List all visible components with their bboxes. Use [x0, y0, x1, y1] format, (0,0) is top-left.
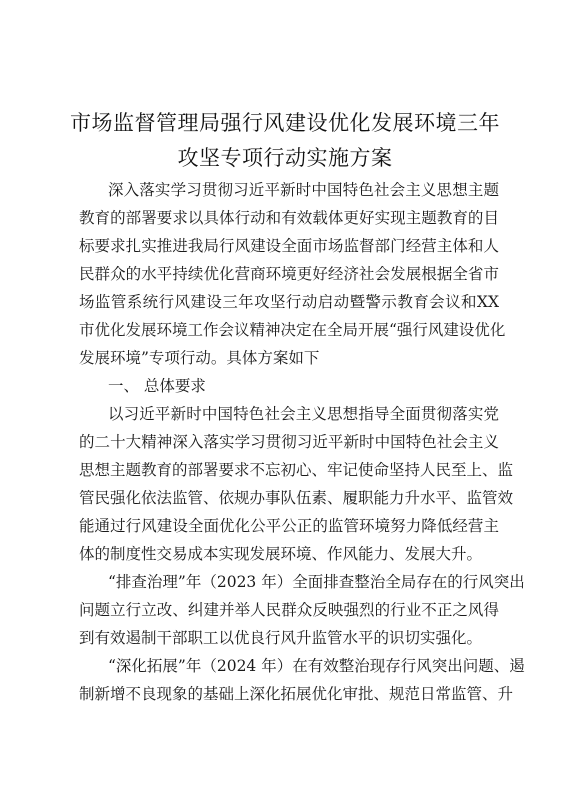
paragraph3-line: “深化拓展”年（2024 年）在有效整治现存行风突出问题、遏 [108, 657, 525, 675]
section1-line: 思想主题教育的部署要求不忘初心、牢记使命坚持人民至上、监 [79, 461, 514, 479]
intro-line: 发展环境”专项行动。具体方案如下 [79, 349, 320, 367]
document-title-line-2: 攻坚专项行动实施方案 [177, 146, 393, 170]
section1-line: 管民强化依法监管、依规办事队伍素、履职能力升水平、监管效 [79, 489, 514, 507]
section-heading: 一、 总体要求 [108, 377, 206, 395]
intro-line: 民群众的水平持续优化营商环境更好经济社会发展根据全省市 [79, 265, 499, 283]
intro-line: 标要求扎实推进我局行风建设全面市场监督部门经营主体和人 [79, 237, 499, 255]
intro-line: 场监管系统行风建设三年攻坚行动启动暨警示教育会议和XX [79, 293, 499, 311]
intro-line: 市优化发展环境工作会议精神决定在全局开展“强行风建设优化 [79, 321, 506, 339]
section1-line: 体的制度性交易成本实现发展环境、作风能力、发展大升。 [79, 545, 483, 563]
document-title-line-1: 市场监督管理局强行风建设优化发展环境三年 [70, 111, 500, 135]
paragraph2-line: 到有效遏制干部职工以优良行风升监管水平的识切实强化。 [79, 629, 483, 647]
section1-line: 的二十大精神深入落实学习贯彻习近平新时中国特色社会主义 [79, 433, 499, 451]
intro-line: 教育的部署要求以具体行动和有效载体更好实现主题教育的目 [79, 209, 499, 227]
section1-line: 以习近平新时中国特色社会主义思想指导全面贯彻落实党 [108, 405, 499, 423]
paragraph2-line: “排查治理”年（2023 年）全面排查整治全局存在的行风突出 [108, 573, 525, 591]
paragraph3-line: 制新增不良现象的基础上深化拓展优化审批、规范日常监管、升 [79, 685, 514, 703]
section1-line: 能通过行风建设全面优化公平公正的监管环境努力降低经营主 [79, 517, 499, 535]
paragraph2-line: 问题立行立改、纠建并举人民群众反映强烈的行业不正之风得 [79, 601, 499, 619]
intro-line: 深入落实学习贯彻习近平新时中国特色社会主义思想主题 [108, 181, 499, 199]
